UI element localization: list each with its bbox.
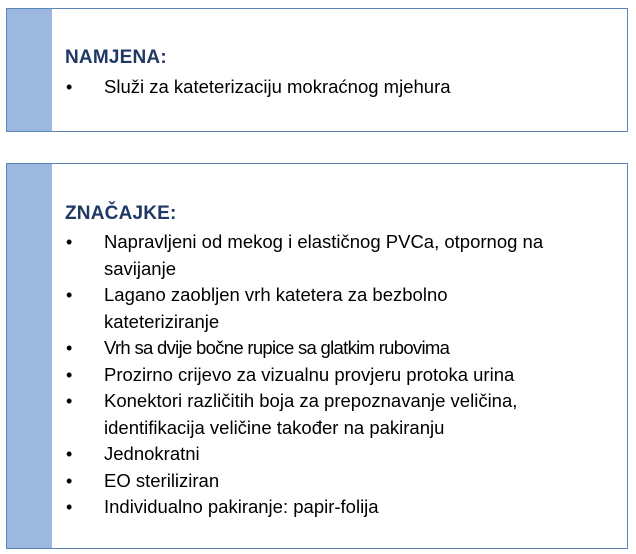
bullet-icon: • [66,285,73,305]
list-item-text: Lagano zaobljen vrh katetera za bezbolno kateteriziranje [104,284,448,332]
bullet-icon: • [66,391,73,411]
bullet-icon: • [66,497,73,517]
list-item-text: Vrh sa dvije bočne rupice sa glatkim rubovima [104,337,450,358]
bullet-icon: • [66,470,73,491]
list-item [7,282,567,335]
namjena-heading: NAMJENA: [65,47,167,68]
znacajke-heading: ZNAČAJKE: [65,203,177,224]
list-item-text: Služi za kateterizaciju mokraćnog mjehura [104,76,451,97]
znacajke-box [6,163,628,549]
namjena-list [7,74,567,101]
list-item [7,335,567,362]
bullet-icon: • [66,77,73,97]
list-item-text: Jednokratni [104,443,200,464]
list-item [7,441,567,468]
list-item [7,362,567,389]
list-item-text: EO steriliziran [104,469,220,491]
list-item [7,468,567,495]
list-item-text: Konektori različitih boja za prepoznavanje veličina, identifikacija veličine također na pakiranju [104,390,518,438]
list-item-text: Individualno pakiranje: papir-folija [104,496,379,517]
bullet-icon: • [66,232,73,252]
znacajke-list [7,229,567,521]
bullet-icon: • [66,444,73,464]
namjena-box [6,8,628,132]
bullet-icon: • [66,338,72,358]
list-item [7,229,567,282]
list-item [7,494,567,521]
list-item [7,74,567,101]
list-item-text: Prozirno crijevo za vizualnu provjeru protoka urina [104,363,515,385]
accent-bar [7,9,52,131]
list-item-text: Napravljeni od mekog i elastičnog PVCa, otpornog na savijanje [104,231,544,279]
list-item [7,388,567,441]
bullet-icon: • [66,364,73,385]
